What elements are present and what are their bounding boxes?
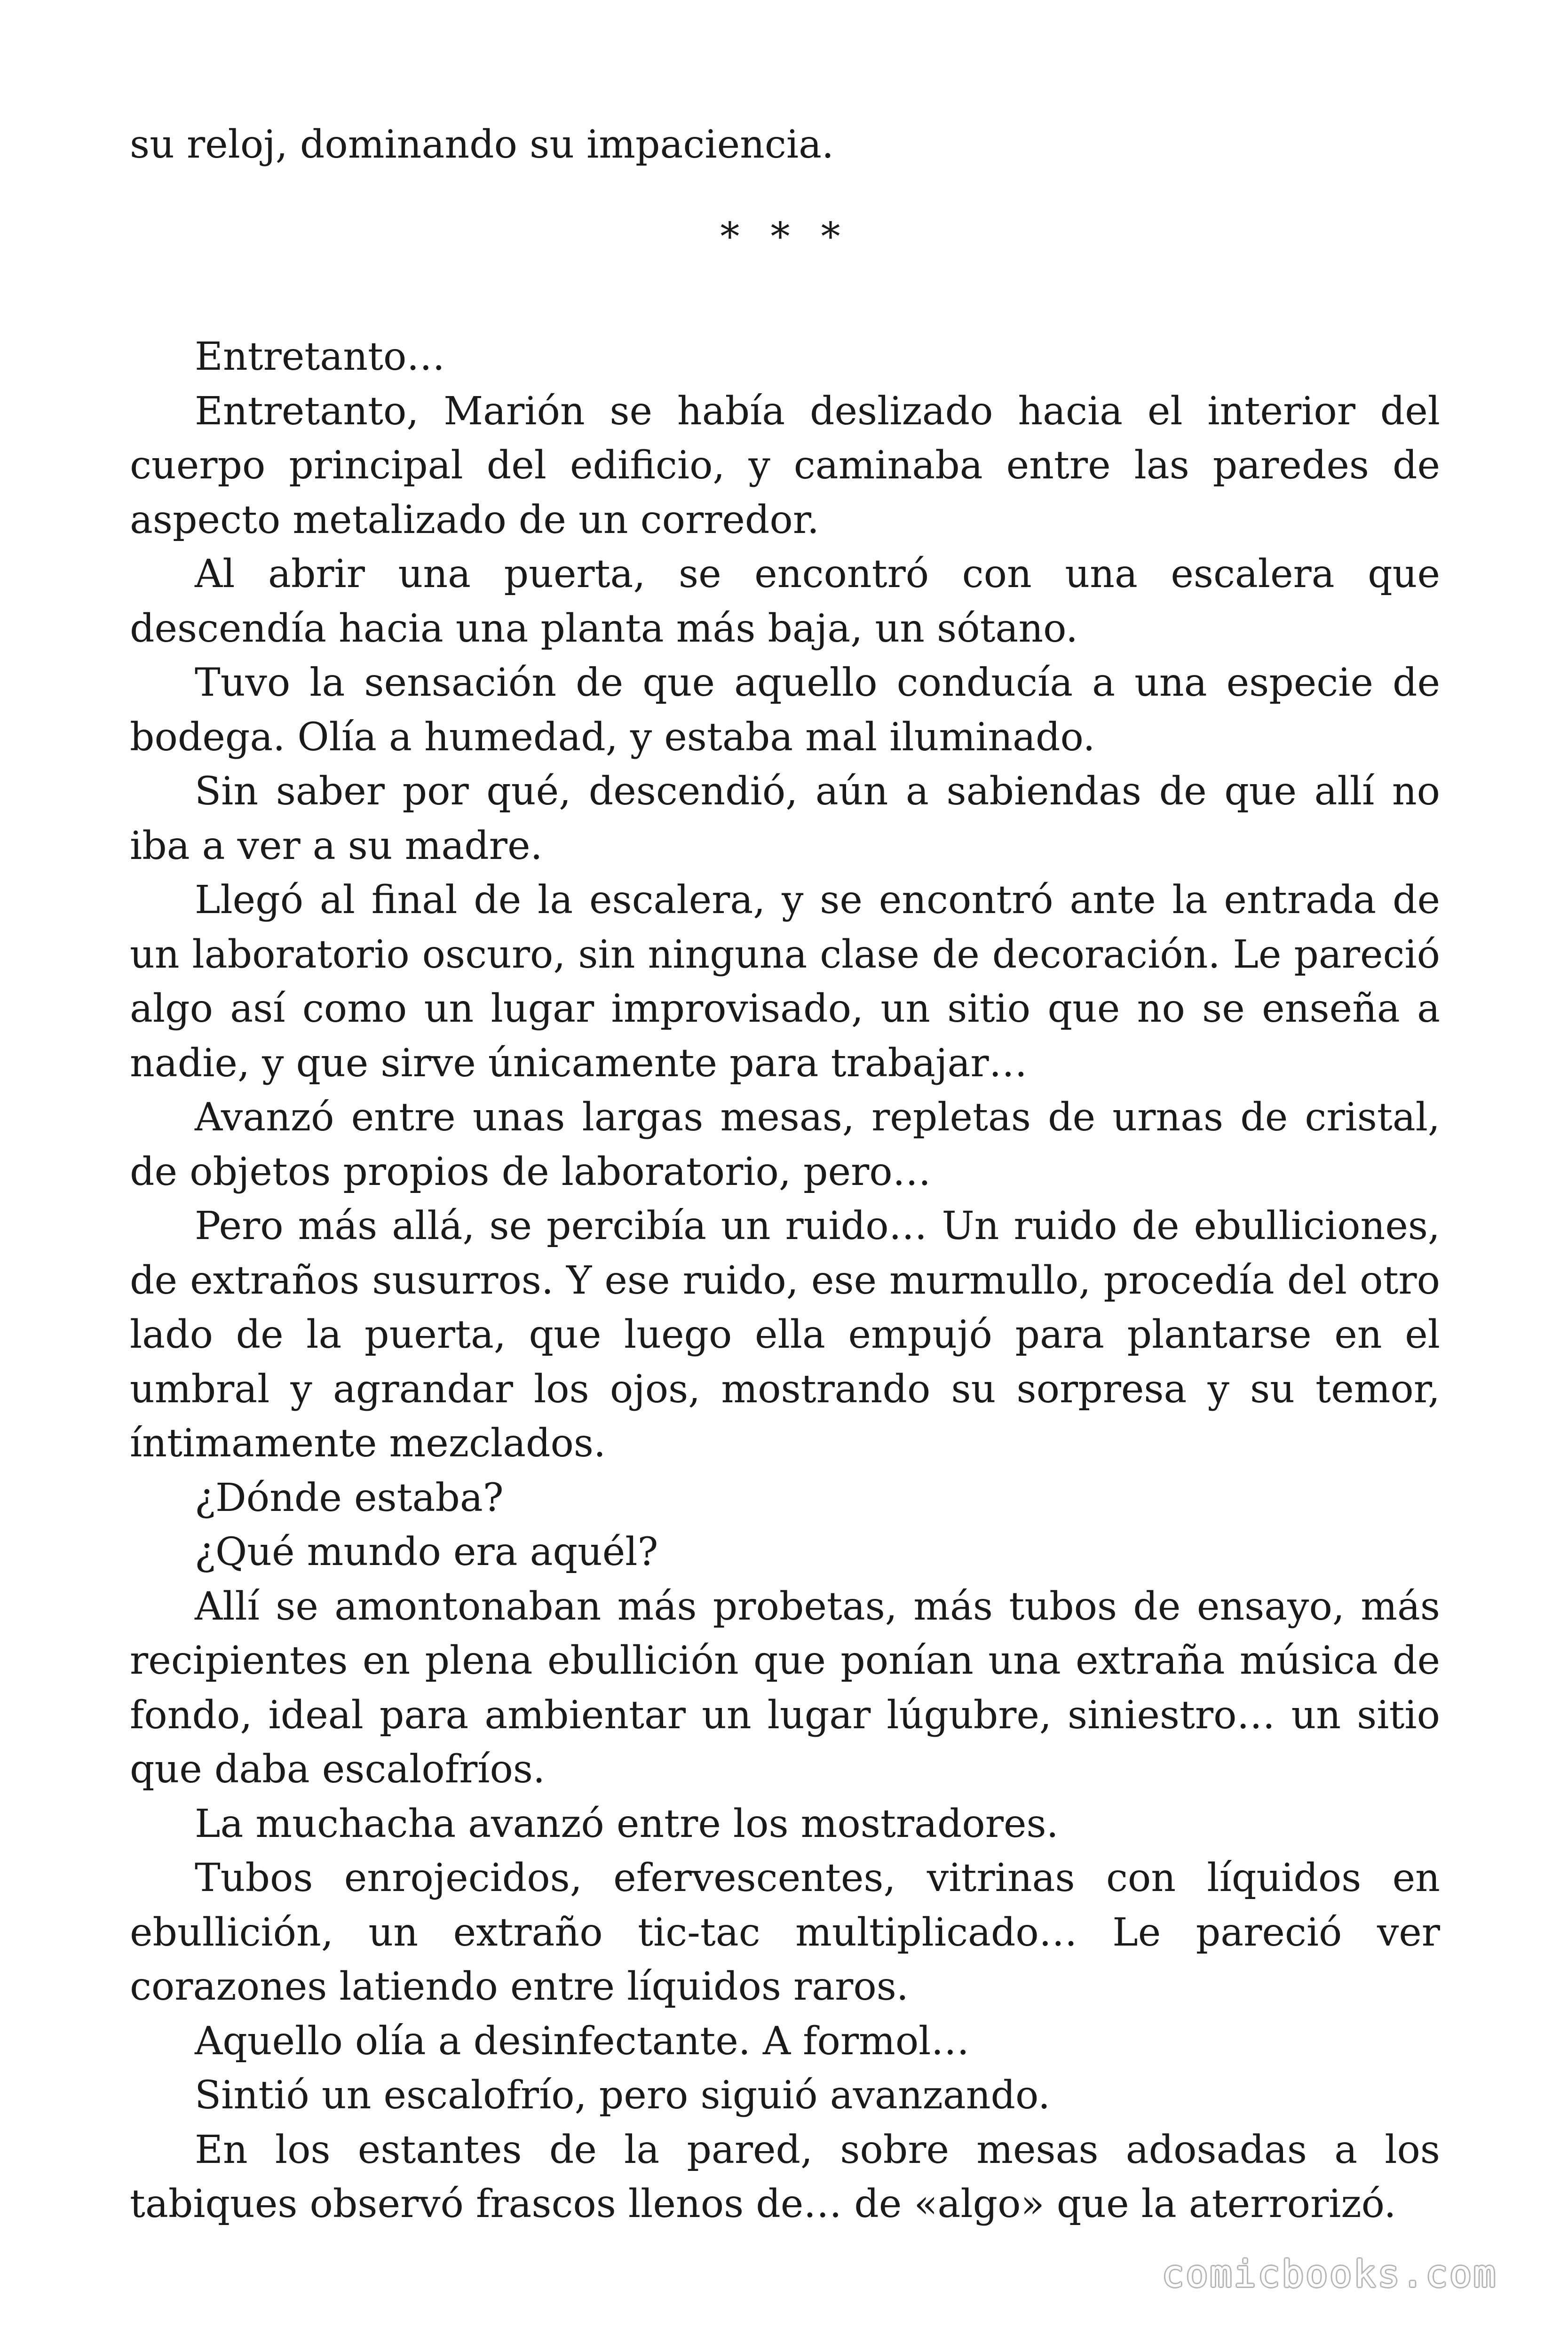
paragraph: Pero más allá, se percibía un ruido… Un ruido de ebulliciones, de extraños susurros. Y ese ruido, ese murmullo, procedía del otro lado de la puerta, que luego ella empujó para plantarse en el umbral y agrandar los ojos, mostrando su sorpresa y su temor, íntimamente mezclados.	[130, 1204, 1440, 1466]
paragraph: ¿Qué mundo era aquél?	[195, 1530, 658, 1574]
body-text	[130, 118, 1440, 2232]
paragraph: Avanzó entre unas largas mesas, repletas de urnas de cristal, de objetos propios de laboratorio, pero…	[130, 1095, 1440, 1194]
paragraph: La muchacha avanzó entre los mostradores.	[195, 1801, 1059, 1846]
paragraph: Tuvo la sensación de que aquello conducía a una especie de bodega. Olía a humedad, y estaba mal iluminado.	[130, 660, 1440, 760]
paragraph: Llegó al final de la escalera, y se encontró ante la entrada de un laboratorio oscuro, sin ninguna clase de decoración. Le pareció algo así como un lugar improvisado, un sitio que no se enseña a nadie, y que sirve únicamente para trabajar…	[130, 878, 1440, 1086]
paragraph: En los estantes de la pared, sobre mesas adosadas a los tabiques observó frascos llenos de… de «algo» que la aterrorizó.	[130, 2127, 1440, 2226]
paragraph: Aquello olía a desinfectante. A formol…	[195, 2018, 970, 2064]
paragraph: Allí se amontonaban más probetas, más tubos de ensayo, más recipientes en plena ebullición que ponían una extraña música de fondo, ideal para ambientar un lugar lúgubre, siniestro… un sitio que daba escalofríos.	[130, 1584, 1440, 1792]
paragraph: Tubos enrojecidos, efervescentes, vitrinas con líquidos en ebullición, un extraño tic-tac multiplicado… Le pareció ver corazones latiendo entre líquidos raros.	[130, 1856, 1440, 2009]
paragraph: ¿Dónde estaba?	[195, 1475, 504, 1520]
paragraph: Al abrir una puerta, se encontró con una escalera que descendía hacia una planta más baja, un sótano.	[130, 552, 1440, 651]
section-separator: * * *	[720, 214, 850, 259]
paragraph: Sin saber por qué, descendió, aún a sabiendas de que allí no iba a ver a su madre.	[130, 769, 1440, 868]
watermark: comicbooks.com	[1162, 2253, 1497, 2296]
paragraph: Entretanto…	[195, 334, 445, 379]
paragraph: Sintió un escalofrío, pero siguió avanzando.	[195, 2073, 1051, 2118]
opening-line: su reloj, dominando su impaciencia.	[130, 122, 834, 167]
paragraph: Entretanto, Marión se había deslizado hacia el interior del cuerpo principal del edificio, y caminaba entre las paredes de aspecto metalizado de un corredor.	[130, 389, 1440, 542]
